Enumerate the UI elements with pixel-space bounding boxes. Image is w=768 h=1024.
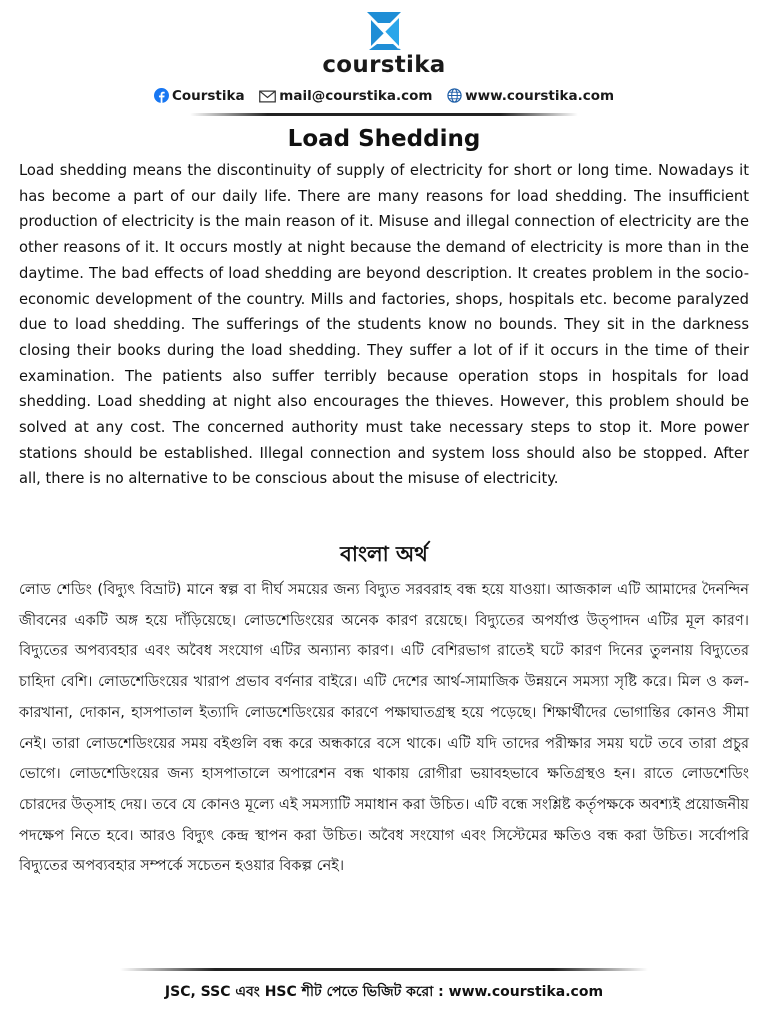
bangla-section-title: বাংলা অর্থ: [340, 542, 428, 566]
english-paragraph: Load shedding means the discontinuity of supply of electricity for short or long time. Nowadays it has become a part of our daily life. There are many reasons for load shedding. The insufficient production of electricity is the main reason of it. Misuse and illegal connection of electricity are the other reasons of it. It occurs mostly at night because the demand of electricity is more than in the daytime. The bad effects of load shedding are beyond description. It creates problem in the socio-economic development of the country. Mills and factories, shops, hospitals etc. become paralyzed due to load shedding. The sufferings of the students know no bounds. They sit in the darkness closing their books during the load shedding. They suffer a lot of if it occurs in the time of their examination. The patients also suffer terribly because operation stops in hospitals for load shedding. Load shedding at night also encourages the thieves. However, this problem should be solved at any cost. The concerned authority must take necessary steps to stop it. More power stations should be established. Illegal connection and system loss should also be stopped. After all, there is no alternative to be conscious about the misuse of electricity.: [19, 162, 749, 488]
footer-visit-link[interactable]: JSC, SSC এবং HSC শীট পেতে ভিজিট করো : www.courstika.com: [164, 984, 604, 1000]
website-contact[interactable]: [447, 88, 614, 104]
facebook-label: Courstika: [171, 88, 245, 104]
facebook-icon: [154, 88, 169, 103]
globe-icon: [447, 88, 462, 103]
document-title: Load Shedding: [287, 126, 481, 152]
footer-divider: [120, 968, 648, 971]
facebook-contact[interactable]: [154, 88, 245, 104]
brand-name: courstika: [322, 52, 446, 78]
bangla-paragraph: লোড শেডিং (বিদ্যুৎ বিভ্রাট) মানে স্বল্প বা দীর্ঘ সময়ের জন্য বিদ্যুত সরবরাহ বন্ধ হয়ে যাওয়া। আজকাল এটি আমাদের দৈনন্দিন জীবনের একটি অঙ্গ হয়ে দাঁড়িয়েছে। লোডশেডিংয়ের অনেক কারণ রয়েছে। বিদ্যুতের অপর্যাপ্ত উত্পাদন এটির মূল কারণ। বিদ্যুতের অপব্যবহার এবং অবৈধ সংযোগ এটির অন্যান্য কারণ। এটি বেশিরভাগ রাতেই ঘটে কারণ দিনের তুলনায় বিদ্যুতের চাহিদা বেশি। লোডশেডিংয়ের খারাপ প্রভাব বর্ণনার বাইরে। এটি দেশের আর্থ-সামাজিক উন্নয়নে সমস্যা সৃষ্টি করে। মিল ও কল-কারখানা, দোকান, হাসপাতাল ইত্যাদি লোডশেডিংয়ের কারণে পক্ষাঘাতগ্রস্থ হয়ে পড়েছে। শিক্ষার্থীদের ভোগান্তির কোনও সীমা নেই। তারা লোডশেডিংয়ের সময় বইগুলি বন্ধ করে অন্ধকারে বসে থাকে। এটি যদি তাদের পরীক্ষার সময় ঘটে তবে তারা প্রচুর ভোগে। লোডশেডিংয়ের জন্য হাসপাতালে অপারেশন বন্ধ থাকায় রোগীরা ভয়াবহভাবে ক্ষতিগ্রস্থও হন। রাতে লোডশেডিং চোরদের উত্সাহ দেয়। তবে যে কোনও মূল্যে এই সমস্যাটি সমাধান করা উচিত। এটি বন্ধে সংশ্লিষ্ট কর্তৃপক্ষকে অবশ্যই প্রয়োজনীয় পদক্ষেপ নিতে হবে। আরও বিদ্যুৎ কেন্দ্র স্থাপন করা উচিত। অবৈধ সংযোগ এবং সিস্টেমের ক্ষতিও বন্ধ করা উচিত। সর্বোপরি বিদ্যুতের অপব্যবহার সম্পর্কে সচেতন হওয়ার বিকল্প নেই।: [19, 581, 749, 875]
page-header: [0, 0, 768, 120]
logo-block: [0, 10, 768, 78]
contact-bar: [0, 88, 768, 104]
email-label: mail@courstika.com: [279, 88, 433, 104]
courstika-logo-icon: [363, 10, 405, 50]
header-divider: [190, 113, 578, 116]
envelope-icon: [259, 90, 276, 103]
website-label: www.courstika.com: [465, 88, 615, 104]
email-contact[interactable]: [259, 88, 432, 104]
